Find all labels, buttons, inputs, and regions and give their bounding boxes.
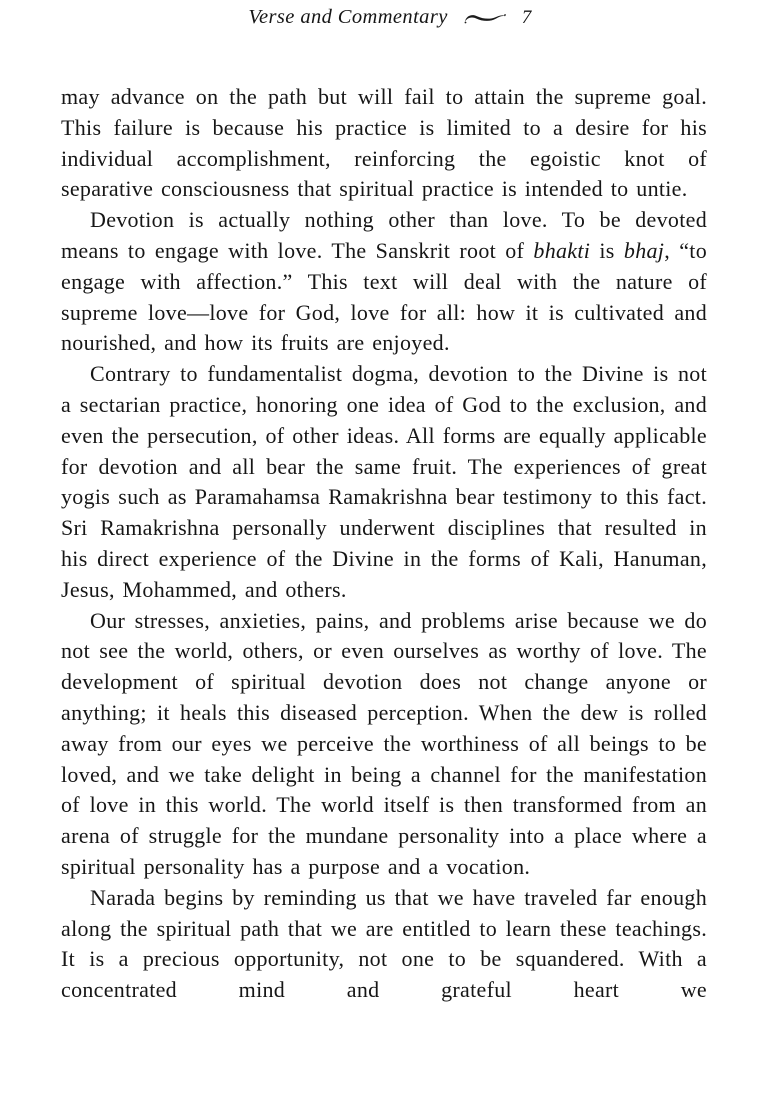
paragraph: may advance on the path but will fail to attain the supreme goal. This failure is because his practice is limited to a desire for his individual accomplishment, reinforcing the egoistic knot of separative consciousness that spiritual practice is intended to untie. [61, 84, 707, 202]
paragraph: Narada begins by reminding us that we have traveled far enough along the spiritual path that we are entitled to learn these teachings. It is a precious opportunity, not one to be squandered. With a concentrated mind and grateful heart we [61, 884, 707, 1003]
italic-term: bhakti [533, 237, 591, 263]
paragraph: Our stresses, anxieties, pains, and problems arise because we do not see the world, others, or even ourselves as worthy of love. The development of spiritual devotion does not change anyone or anything; it heals this diseased perception. When the dew is rolled away from our eyes we perceive the worthiness of all beings to be loved, and we take delight in being a channel for the manifestation of love in this world. The world itself is then transformed from an arena of struggle for the mundane personality into a place where a spiritual personality has a purpose and a vocation. [61, 607, 707, 879]
page-number: 7 [521, 6, 532, 28]
paragraph: Contrary to fundamentalist dogma, devotion to the Divine is not a sectarian practice, honoring one idea of God to the exclusion, and even the persecution, of other ideas. All forms are equally applicable for devotion and all bear the same fruit. The experiences of great yogis such as Paramahamsa Ramakrishna bear testimony to this fact. Sri Ramakrishna personally underwent disciplines that resulted in his direct experience of the Divine in the forms of Kali, Hanuman, Jesus, Mohammed, and others. [61, 361, 707, 602]
page-body [61, 82, 707, 1006]
running-header-title: Verse and Commentary [248, 6, 448, 28]
swash-ornament-icon [462, 9, 508, 27]
running-header [0, 6, 780, 29]
paragraph: Devotion is actually nothing other than love. To be devoted means to engage with love. The Sanskrit root of bhakti is bhaj, “to engage with affection.” This text will deal with the nature of supreme love—love for God, love for all: how it is cultivated and nourished, and how its fruits are enjoyed. [61, 207, 707, 356]
italic-term: bhaj [623, 237, 665, 263]
